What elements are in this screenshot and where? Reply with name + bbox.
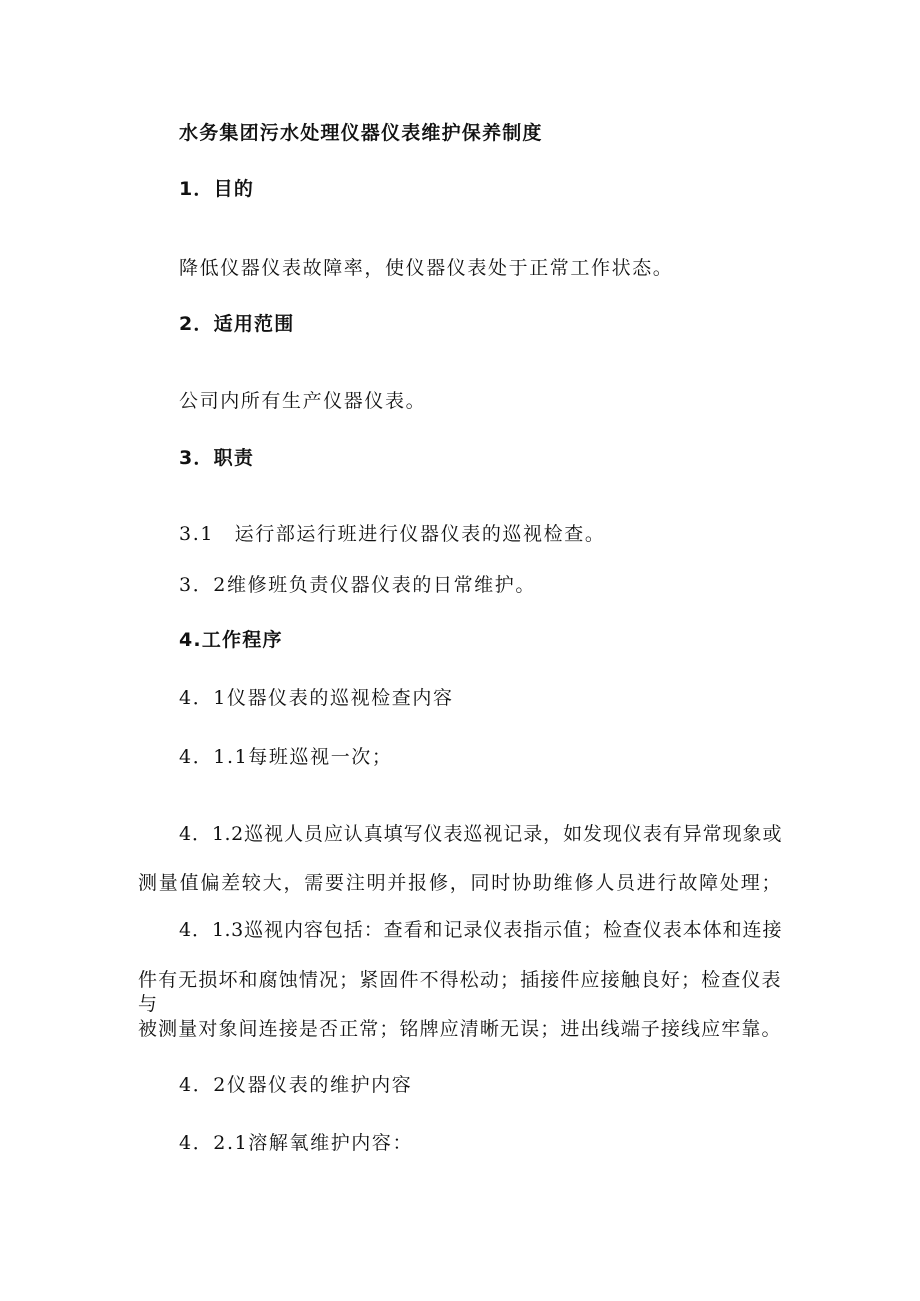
item-4-1-3-line-1: 4．1.3巡视内容包括：查看和记录仪表指示值；检查仪表本体和连接: [179, 919, 782, 941]
section-heading-scope: 2．适用范围: [179, 313, 295, 335]
item-4-1-3-line-2: 件有无损坏和腐蚀情况；紧固件不得松动；插接件应接触良好；检查仪表与: [138, 969, 781, 1015]
item-4-1-2-line-1: 4．1.2巡视人员应认真填写仪表巡视记录，如发现仪表有异常现象或: [179, 823, 782, 845]
item-4-2-1: 4．2.1溶解氧维护内容：: [179, 1132, 414, 1154]
paragraph-responsibility-3-2: 3．2维修班负责仪器仪表的日常维护。: [179, 574, 536, 596]
item-4-1-2-line-2: 测量值偏差较大，需要注明并报修，同时协助维修人员进行故障处理；: [138, 872, 781, 894]
section-heading-responsibilities: 3．职责: [179, 447, 255, 469]
paragraph-scope: 公司内所有生产仪器仪表。: [179, 390, 427, 412]
item-4-2: 4．2仪器仪表的维护内容: [179, 1074, 413, 1096]
paragraph-responsibility-3-1: 3.1 运行部运行班进行仪器仪表的巡视检查。: [179, 523, 606, 545]
paragraph-purpose: 降低仪器仪表故障率，使仪器仪表处于正常工作状态。: [179, 257, 674, 279]
item-4-1-3-line-3: 被测量对象间连接是否正常；铭牌应清晰无误；进出线端子接线应牢靠。: [138, 1018, 781, 1040]
item-4-1: 4．1仪器仪表的巡视检查内容: [179, 687, 454, 709]
section-heading-purpose: 1．目的: [179, 178, 255, 200]
section-heading-procedure: 4.工作程序: [179, 629, 283, 651]
document-title: 水务集团污水处理仪器仪表维护保养制度: [179, 122, 543, 144]
item-4-1-1: 4．1.1每班巡视一次；: [179, 746, 393, 768]
